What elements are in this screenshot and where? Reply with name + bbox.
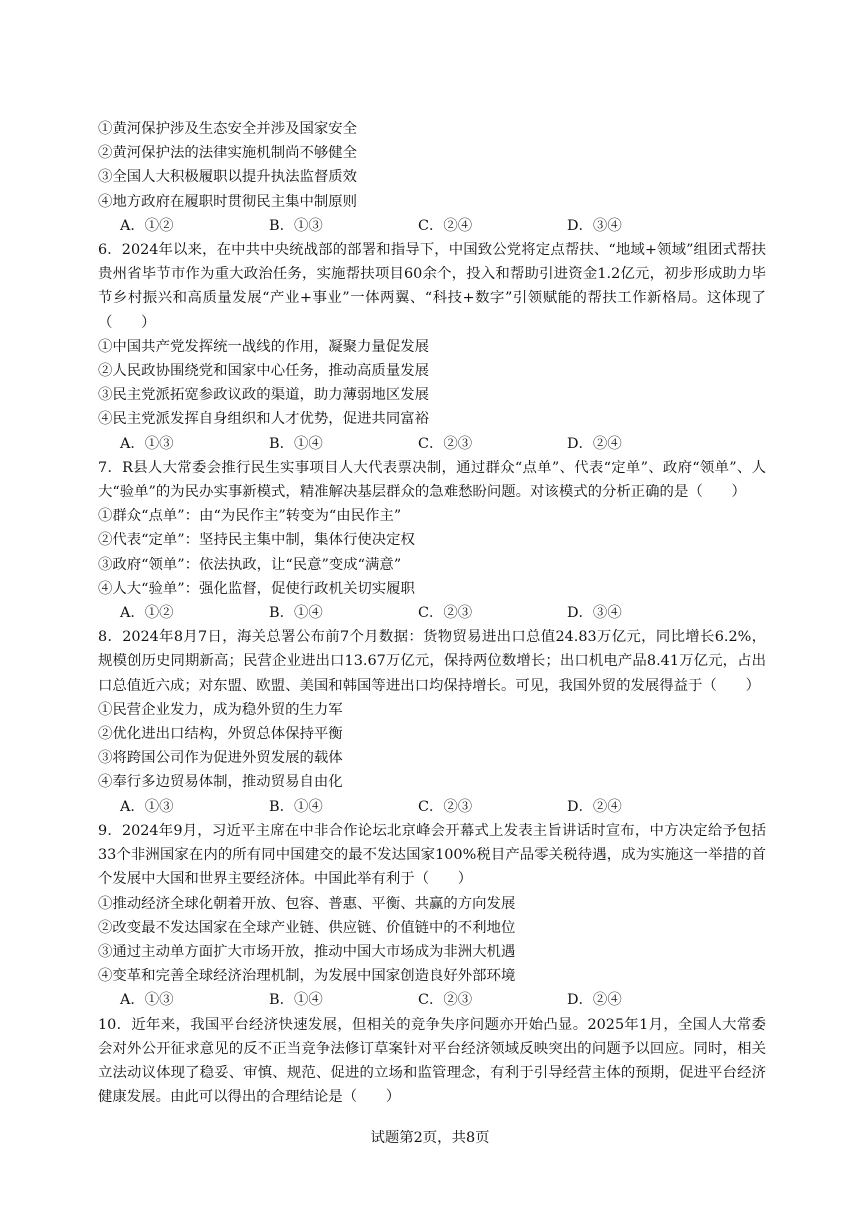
q6-option-1: ①中国共产党发挥统一战线的作用，凝聚力量促发展 (98, 338, 429, 355)
q8-option-3: ③将跨国公司作为促进外贸发展的载体 (98, 750, 343, 767)
q7-choices (98, 601, 766, 625)
q6-choices (98, 432, 766, 456)
q6-stem: 6．2024年以来，在中共中央统战部的部署和指导下，中国致公党将定点帮扶、“地域+领域”组团式帮扶贵州省毕节市作为重大政治任务，实施帮扶项目60余个，投入和帮助引进资金1.2亿元，初步形成助力毕节乡村振兴和高质量发展“产业+事业”一体两翼、“科技+数字”引领赋能的帮扶工作新格局。这体现了（ ） (98, 242, 766, 331)
q6-option-4: ④民主党派发挥自身组织和人才优势，促进共同富裕 (98, 411, 429, 428)
q6-choice-d: D．②④ (567, 435, 622, 452)
question-9-block (98, 819, 766, 1013)
question-7-block (98, 456, 766, 625)
q9-choice-d: D．②④ (567, 992, 622, 1009)
q9-stem: 9．2024年9月，习近平主席在中非合作论坛北京峰会开幕式上发表主旨讲话时宣布，中方决定给予包括33个非洲国家在内的所有同中国建交的最不发达国家100%税目产品零关税待遇，成为实施这一举措的首个发展中大国和世界主要经济体。中国此举有利于（ ） (98, 822, 766, 888)
page-content (98, 117, 766, 1109)
q8-option-4: ④奉行多边贸易体制，推动贸易自由化 (98, 774, 343, 791)
q8-choice-c: C．②③ (418, 798, 473, 815)
q5-option-3: ③全国人大积极履职以提升执法监督质效 (98, 169, 358, 186)
q6-choice-b: B．①④ (269, 435, 323, 452)
q8-stem: 8．2024年8月7日，海关总署公布前7个月数据：货物贸易进出口总值24.83万亿元，同比增长6.2%，规模创历史同期新高；民营企业进出口13.67万亿元，保持两位数增长；出口机电产品8.41万亿元，占出口总值近六成；对东盟、欧盟、美国和韩国等进出口均保持增长。可见，我国外贸的发展得益于（ ） (98, 629, 766, 694)
q9-option-4: ④变革和完善全球经济治理机制，为发展中国家创造良好外部环境 (98, 968, 516, 985)
q7-choice-a: A．①② (120, 605, 174, 622)
q7-option-3: ③政府“领单”：依法执政，让“民意”变成“满意” (98, 556, 402, 573)
q8-choice-d: D．②④ (567, 798, 622, 815)
q7-choice-d: D．③④ (567, 605, 622, 622)
q8-choice-b: B．①④ (269, 798, 323, 815)
q7-option-4: ④人大“验单”：强化监督，促使行政机关切实履职 (98, 580, 415, 597)
q9-choices (98, 988, 766, 1012)
q9-option-2: ②改变最不发达国家在全球产业链、供应链、价值链中的不利地位 (98, 919, 516, 936)
q9-choice-c: C．②③ (418, 992, 473, 1009)
question-6-block (98, 238, 766, 456)
page-footer: 试题第2页，共8页 (370, 1130, 490, 1146)
q7-choice-c: C．②③ (418, 605, 473, 622)
question-8-block (98, 625, 766, 819)
q7-stem: 7．R县人大常委会推行民生实事项目人大代表票决制，通过群众“点单”、代表“定单”、政府“领单”、人大“验单”的为民办实事新模式，精准解决基层群众的急难愁盼问题。对该模式的分析正确的是（ ） (98, 459, 766, 501)
q6-option-2: ②人民政协围绕党和国家中心任务，推动高质量发展 (98, 363, 429, 380)
q9-option-1: ①推动经济全球化朝着开放、包容、普惠、平衡、共赢的方向发展 (98, 895, 516, 912)
q5-choice-a: A．①② (120, 217, 174, 234)
q5-option-1: ①黄河保护涉及生态安全并涉及国家安全 (98, 121, 358, 137)
q8-choices (98, 795, 766, 819)
q7-option-1: ①群众“点单”：由“为民作主”转变为“由民作主” (98, 508, 402, 525)
q9-choice-b: B．①④ (269, 992, 323, 1009)
q5-choice-d: D．③④ (567, 217, 622, 234)
q8-option-2: ②优化进出口结构，外贸总体保持平衡 (98, 726, 343, 743)
question-5-block (98, 117, 766, 238)
q6-option-3: ③民主党派拓宽参政议政的渠道，助力薄弱地区发展 (98, 387, 429, 404)
question-10-block (98, 1013, 766, 1110)
q9-option-3: ③通过主动单方面扩大市场开放，推动中国大市场成为非洲大机遇 (98, 943, 516, 960)
q7-option-2: ②代表“定单”：坚持民主集中制，集体行使决定权 (98, 532, 415, 549)
q10-stem: 10．近年来，我国平台经济快速发展，但相关的竞争失序问题亦开始凸显。2025年1月，全国人大常委会对外公开征求意见的反不正当竞争法修订草案针对平台经济领域反映突出的问题予以回应。同时，相关立法动议体现了稳妥、审慎、规范、促进的立场和监管理念，有利于引导经营主体的预期，促进平台经济健康发展。由此可以得出的合理结论是（ ） (98, 1016, 766, 1106)
q6-choice-a: A．①③ (120, 435, 174, 452)
q5-option-2: ②黄河保护法的法律实施机制尚不够健全 (98, 145, 358, 162)
q5-choice-c: C．②④ (418, 217, 473, 234)
q7-choice-b: B．①④ (269, 605, 323, 622)
q6-choice-c: C．②③ (418, 435, 473, 452)
q8-choice-a: A．①③ (120, 798, 174, 815)
q5-choices (98, 214, 766, 238)
q5-choice-b: B．①③ (269, 217, 323, 234)
q5-option-4: ④地方政府在履职时贯彻民主集中制原则 (98, 193, 358, 210)
q8-option-1: ①民营企业发力，成为稳外贸的生力军 (98, 701, 343, 718)
q9-choice-a: A．①③ (120, 992, 174, 1009)
